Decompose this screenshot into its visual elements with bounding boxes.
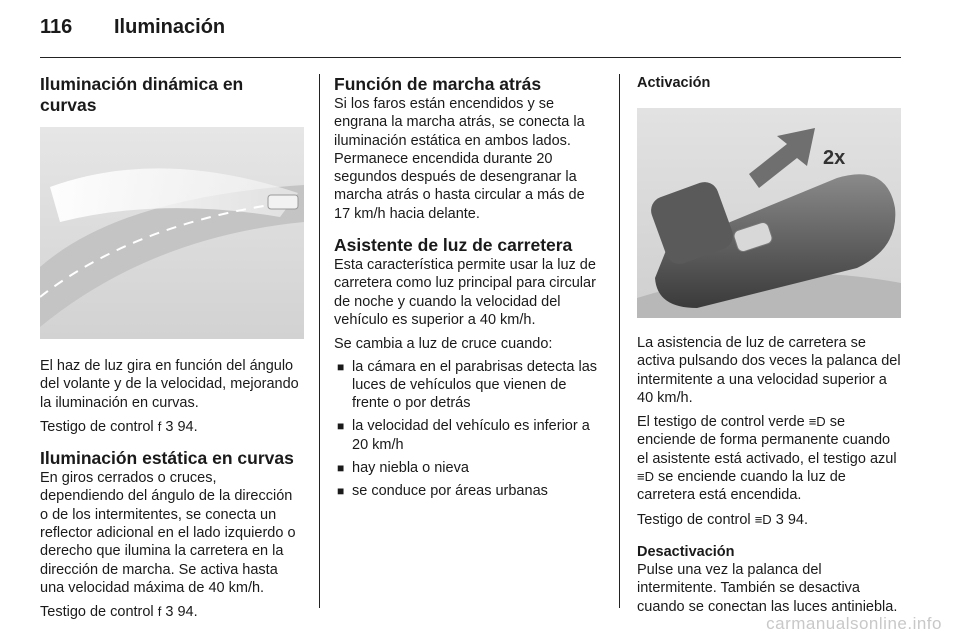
control-reference [637, 511, 901, 529]
bullet-square-icon: ■ [337, 461, 345, 476]
body-paragraph: Se cambia a luz de cruce cuando: [334, 336, 553, 353]
page-arrow-icon: 3 [165, 418, 174, 435]
curve-lighting-illustration [40, 127, 304, 339]
section-heading: Desactivación [637, 543, 735, 560]
section-heading: Iluminación estática en curvas [40, 448, 294, 469]
body-paragraph: Pulse una vez la palanca del intermitente. También se desactiva cuando se conectan las luces antiniebla. [637, 561, 898, 615]
column-divider [319, 74, 320, 608]
high-beam-icon: ≡D [637, 469, 654, 485]
list-item: ■ hay niebla o nieva [337, 460, 469, 477]
curve-lamp-icon: f [157, 418, 162, 434]
bullet-square-icon: ■ [337, 359, 345, 374]
condition-list [334, 358, 602, 501]
list-item: ■ se conduce por áreas urbanas [337, 483, 548, 500]
reference-page: 94. [787, 511, 808, 528]
page-title: Iluminación [114, 16, 226, 38]
column-divider [619, 74, 620, 608]
bullet-square-icon: ■ [337, 484, 345, 499]
section-heading: Activación [637, 75, 711, 91]
body-paragraph: La asistencia de luz de carretera se activa pulsando dos veces la palanca del intermitente a una velocidad superior a 40 km/h. [637, 335, 901, 406]
stalk-lever-illustration [637, 108, 901, 318]
body-paragraph: Esta característica permite usar la luz de carretera como luz principal para circular de noche y cuando la velocidad del vehículo es superior a 40 km/h. [334, 257, 596, 328]
site-watermark: carmanualsonline.info [766, 614, 942, 633]
page-arrow-icon: 3 [775, 511, 784, 528]
section-heading: Asistente de luz de carretera [334, 235, 573, 256]
list-item: ■ la cámara en el parabrisas detecta las luces de vehículos que vienen de frente o por detrás [337, 358, 598, 412]
body-paragraph: El haz de luz gira en función del ángulo del volante y de la velocidad, mejorando la iluminación en curvas. [40, 358, 299, 411]
reference-page: 94. [177, 418, 198, 435]
control-reference [40, 418, 304, 436]
header-rule [40, 57, 901, 58]
control-reference [40, 603, 304, 621]
column-right [637, 74, 901, 616]
reference-label: Testigo de control [40, 604, 154, 621]
list-item: ■ la velocidad del vehículo es inferior a 20 km/h [337, 418, 590, 453]
page-number: 116 [40, 16, 73, 38]
body-paragraph: Si los faros están encendidos y se engrana la marcha atrás, se conecta la iluminación estática en ambos lados. Permanece encendida durante 20 segundos después de desengranar la marcha atrás o hasta circular a más de 17 km/h hacia delante. [334, 96, 585, 222]
column-left [40, 74, 304, 622]
curve-lamp-icon: f [157, 604, 162, 620]
column-middle [334, 74, 602, 506]
section-heading: Función de marcha atrás [334, 74, 542, 94]
reference-label: Testigo de control [40, 418, 154, 435]
double-press-label: 2x [823, 147, 846, 169]
high-beam-assist-icon: ≡D [808, 414, 826, 430]
section-heading: Iluminación dinámica en curvas [40, 74, 244, 115]
body-paragraph: El testigo de control verde ≡D se enciende de forma permanente cuando el asistente está activado, el testigo azul ≡D se enciende cuando la luz de carretera está encendida. [637, 414, 897, 504]
reference-page: 94. [177, 604, 198, 621]
body-paragraph: En giros cerrados o cruces, dependiendo del ángulo de la dirección o de los intermitentes, se conecta un reflector adicional en el lado izquierdo o derecho que ilumina la carretera en la dirección de marcha. Se activa hasta una velocidad máxima de 40 km/h. [40, 470, 296, 596]
high-beam-assist-icon: ≡D [754, 511, 772, 527]
page-arrow-icon: 3 [165, 604, 174, 621]
reference-label: Testigo de control [637, 511, 751, 528]
bullet-square-icon: ■ [337, 419, 345, 434]
